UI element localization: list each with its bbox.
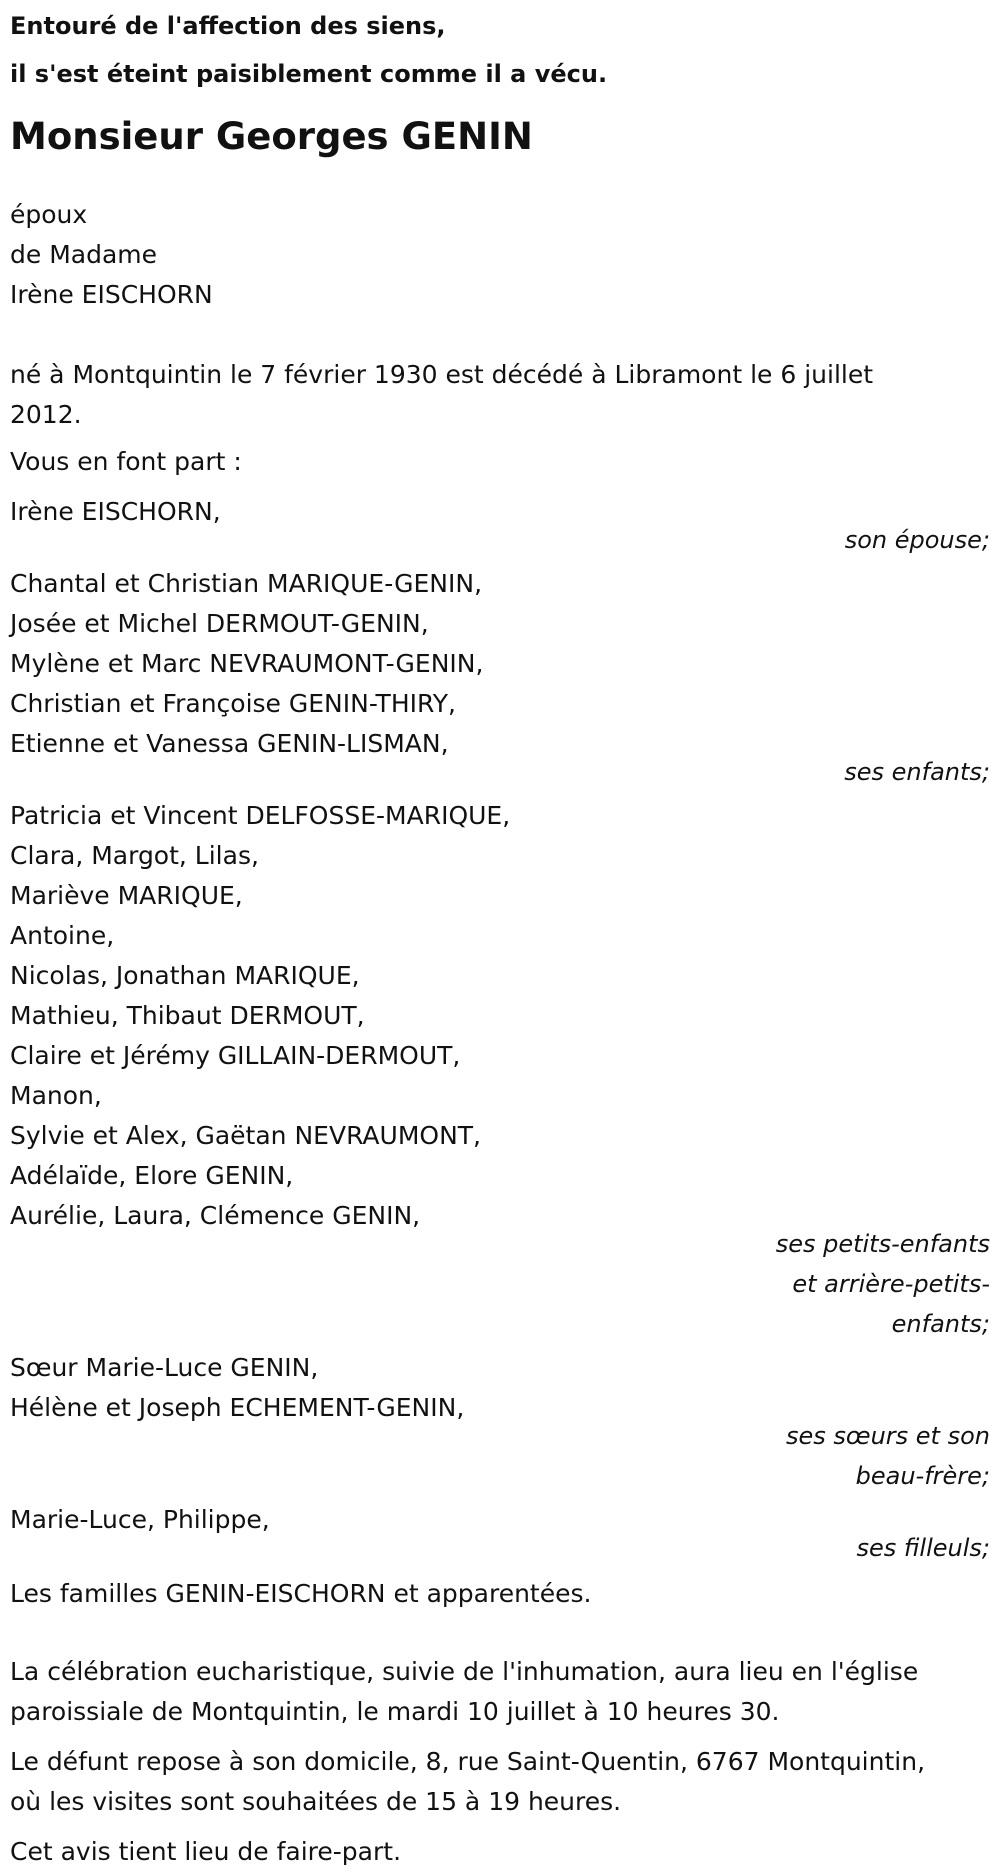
intro-text <box>10 0 990 98</box>
family-role <box>10 1224 990 1344</box>
family-name-line: Hélène et Joseph ECHEMENT-GENIN, <box>10 1393 465 1422</box>
family-role-line: et arrière-petits- <box>792 1270 990 1298</box>
family-name-line: Mathieu, Thibaut DERMOUT, <box>10 1001 365 1030</box>
family-role-line: ses sœurs et son <box>786 1422 990 1450</box>
birth-death-line: 2012. <box>10 400 82 429</box>
ceremony-line: La célébration eucharistique, suivie de l'inhumation, aura lieu en l'église <box>10 1657 919 1686</box>
rest-line: Le défunt repose à son domicile, 8, rue Saint-Quentin, 6767 Montquintin, <box>10 1747 926 1776</box>
family-name-line: Mariève MARIQUE, <box>10 881 243 910</box>
family-names <box>10 564 990 764</box>
family-name-line: Irène EISCHORN, <box>10 497 221 526</box>
birth-death-text <box>10 355 990 435</box>
intro-line: il s'est éteint paisiblement comme il a vécu. <box>10 60 608 88</box>
family-name-line: Marie-Luce, Philippe, <box>10 1505 270 1534</box>
family-role-line: ses filleuls; <box>856 1534 990 1562</box>
family-name-line: Mylène et Marc NEVRAUMONT-GENIN, <box>10 649 484 678</box>
family-name-line: Sylvie et Alex, Gaëtan NEVRAUMONT, <box>10 1121 481 1150</box>
family-name-line: Clara, Margot, Lilas, <box>10 841 259 870</box>
closing-text: Cet avis tient lieu de faire-part. <box>10 1837 402 1866</box>
family-name-line: Adélaïde, Elore GENIN, <box>10 1161 294 1190</box>
family-group <box>10 796 990 1344</box>
family-role <box>10 1416 990 1496</box>
family-name-line: Patricia et Vincent DELFOSSE-MARIQUE, <box>10 801 511 830</box>
family-group <box>10 1500 990 1568</box>
family-role-line: ses petits-enfants <box>775 1230 990 1258</box>
birth-death-line: né à Montquintin le 7 février 1930 est décédé à Libramont le 6 juillet <box>10 360 874 389</box>
family-group <box>10 1348 990 1496</box>
family-name-line: Manon, <box>10 1081 102 1110</box>
intro-line: Entouré de l'affection des siens, <box>10 12 446 40</box>
spouse-block <box>10 195 990 315</box>
announce-text: Vous en font part : <box>10 447 242 476</box>
rest-line: où les visites sont souhaitées de 15 à 19 heures. <box>10 1787 622 1816</box>
family-names <box>10 796 990 1236</box>
family-group <box>10 564 990 792</box>
ceremony-line: paroissiale de Montquintin, le mardi 10 juillet à 10 heures 30. <box>10 1697 780 1726</box>
family-name-line: Christian et Françoise GENIN-THIRY, <box>10 689 456 718</box>
deceased-name: Monsieur Georges GENIN <box>10 115 533 158</box>
family-name-line: Chantal et Christian MARIQUE-GENIN, <box>10 569 483 598</box>
family-name-line: Claire et Jérémy GILLAIN-DERMOUT, <box>10 1041 461 1070</box>
family-group <box>10 492 990 560</box>
family-name-line: Nicolas, Jonathan MARIQUE, <box>10 961 360 990</box>
families-text: Les familles GENIN-EISCHORN et apparentées. <box>10 1579 592 1608</box>
family-role-line: son épouse; <box>844 526 990 554</box>
rest-text <box>10 1742 990 1822</box>
family-name-line: Josée et Michel DERMOUT-GENIN, <box>10 609 429 638</box>
spouse-line: de Madame <box>10 240 158 269</box>
family-name-line: Antoine, <box>10 921 115 950</box>
spouse-line: Irène EISCHORN <box>10 280 213 309</box>
family-role-line: enfants; <box>891 1310 990 1338</box>
spouse-line: époux <box>10 200 88 229</box>
family-name-line: Aurélie, Laura, Clémence GENIN, <box>10 1201 421 1230</box>
family-role-line: beau-frère; <box>855 1462 990 1490</box>
family-name-line: Sœur Marie-Luce GENIN, <box>10 1353 319 1382</box>
ceremony-text <box>10 1652 990 1732</box>
family-role-line: ses enfants; <box>844 758 990 786</box>
family-name-line: Etienne et Vanessa GENIN-LISMAN, <box>10 729 449 758</box>
family-groups <box>10 492 990 1568</box>
